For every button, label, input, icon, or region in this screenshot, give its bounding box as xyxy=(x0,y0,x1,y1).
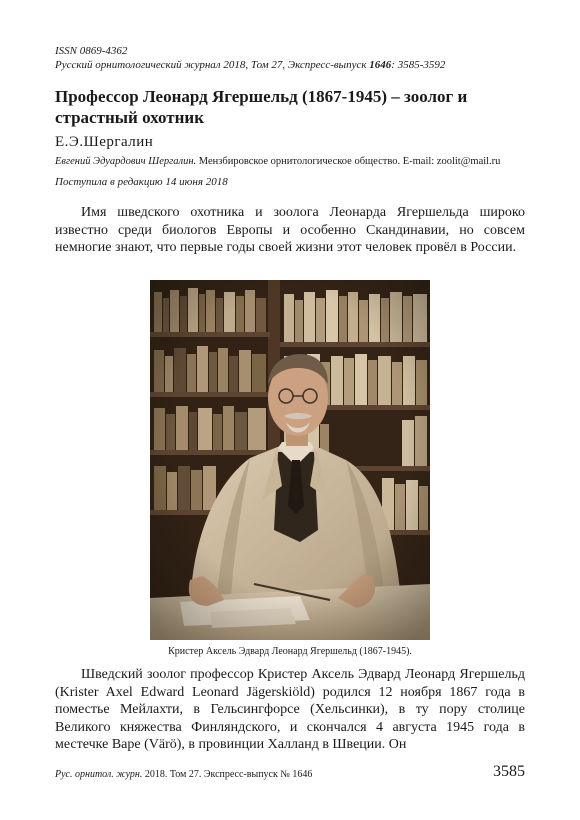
article-title: Профессор Леонард Ягершельд (1867-1945) – зоолог и страстный охотник xyxy=(55,87,468,127)
body-paragraph: Шведский зоолог профессор Кристер Аксель Эдвард Леонард Ягершельд (Krister Axel Edward Leonard Jägerskiöld) родился 12 ноября 1867 года в поместье Мейлахти, в Гельсингфорсе (Хельсинки), в ту пору столице Великого княжества Финляндского, и скончался 4 августа 1945 года в местечке Варе (Värö), в провинции Халланд в Швеции. Он xyxy=(55,667,525,752)
affiliation-author: Евгений Эдуардович Шергалин. xyxy=(55,156,197,167)
page-range: : 3585-3592 xyxy=(391,59,446,71)
footer-journal: Рус. орнитол. журн. xyxy=(55,769,143,780)
affiliation-details: Мензбировское орнитологическое общество. E-mail: zoolit@mail.ru xyxy=(196,156,501,167)
author-name: Е.Э.Шергалин xyxy=(55,134,154,150)
page-number: 3585 xyxy=(493,763,525,780)
journal-line xyxy=(55,58,445,72)
figure-caption: Кристер Аксель Эдвард Леонард Ягершельд (1867-1945). xyxy=(168,646,412,657)
body-paragraph: Имя шведского охотника и зоолога Леонарда Ягершельда широко известно среди биологов Европы и особенно Скандинавии, но совсем немногие знают, что первые годы своей жизни этот человек провёл в России. xyxy=(55,205,525,255)
issue-number: 1646 xyxy=(369,59,392,71)
issn-line: ISSN 0869-4362 xyxy=(55,45,128,57)
footer-citation xyxy=(55,769,312,781)
author-affiliation xyxy=(55,155,500,168)
footer-issue: 2018. Том 27. Экспресс-выпуск № 1646 xyxy=(142,769,313,780)
portrait-photo xyxy=(150,280,430,640)
received-date: Поступила в редакцию 14 июня 2018 xyxy=(55,176,228,188)
journal-name: Русский орнитологический журнал 2018, Том 27, Экспресс-выпуск xyxy=(55,59,367,71)
